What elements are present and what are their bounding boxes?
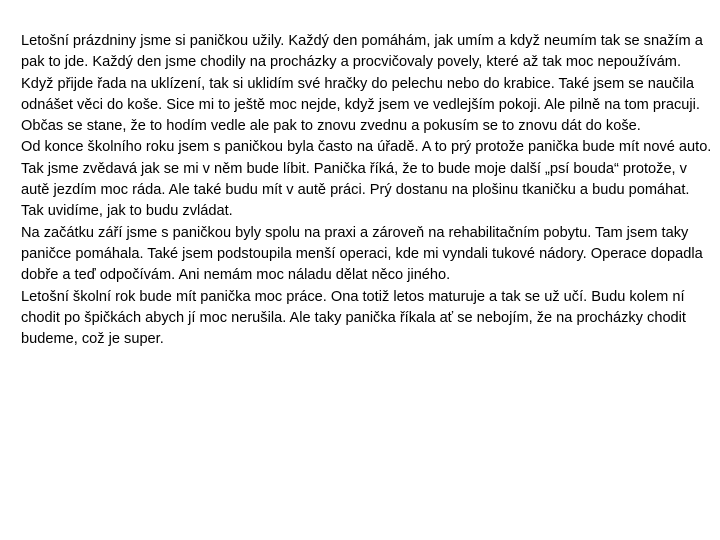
paragraph: Když přijde řada na uklízení, tak si uklidím své hračky do pelechu nebo do krabice. Také jsem se naučila odnášet věci do koše. Sice mi to ještě moc nejde, když jsem ve vedlejším pokoji. Ale pilně na tom pracuji. Občas se stane, že to hodím vedle ale pak to znovu zvednu a pokusím se to znovu dát do koše. — [21, 75, 700, 135]
paragraph: Letošní školní rok bude mít panička moc práce. Ona totiž letos maturuje a tak se už učí. Budu kolem ní chodit po špičkách abych jí moc nerušila. Ale taky panička říkala ať se nebojím, že na procházky chodit budeme, což je super. — [21, 288, 686, 348]
paragraph: Od konce školního roku jsem s paničkou byla často na úřadě. A to prý protože panička bude mít nové auto. Tak jsme zvědavá jak se mi v něm bude líbit. Panička říká, že to bude moje další „psí bouda“ protože, v autě jezdím moc ráda. Ale také budu mít v autě práci. Prý dostanu na plošinu tkaničku a budu pomáhat. Tak uvidíme, jak to budu zvládat. — [21, 139, 712, 220]
paragraph: Na začátku září jsme s paničkou byly spolu na praxi a zároveň na rehabilitačním pobytu. Tam jsem taky paničce pomáhala. Také jsem podstoupila menší operaci, kde mi vyndali tukové nádory. Operace dopadla dobře a teď odpočívám. Ani nemám moc náladu dělat něco jiného. — [21, 224, 703, 284]
body-text — [21, 31, 713, 350]
paragraph: Letošní prázdniny jsme si paničkou užily. Každý den pomáhám, jak umím a když neumím tak se snažím a pak to jde. Každý den jsme chodily na procházky a procvičovaly povely, které až tak moc nepoužívám. — [21, 33, 703, 71]
